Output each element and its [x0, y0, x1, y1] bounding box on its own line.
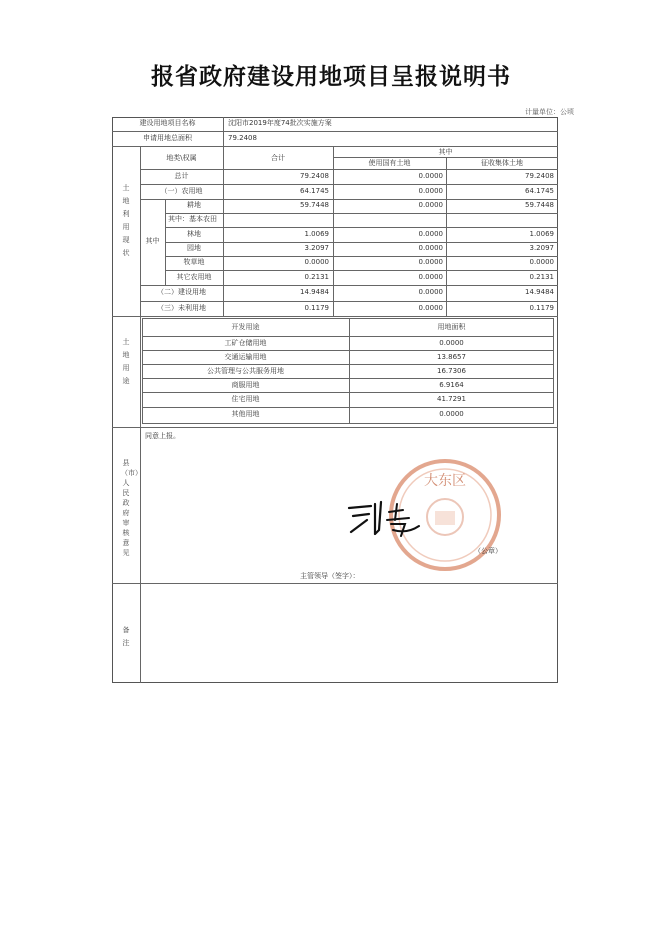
row-collective: 3.2097	[529, 244, 554, 252]
leader-signature-label: 主管领导（签字）：	[300, 572, 360, 580]
row-collective: 0.1179	[529, 304, 554, 312]
row-total: 0.1179	[304, 304, 329, 312]
row-divider	[140, 184, 558, 185]
row-divider	[165, 270, 558, 271]
row-divider	[165, 242, 558, 243]
land-use-header-area: 用地面积	[437, 323, 466, 331]
header-state: 使用国有土地	[368, 159, 411, 167]
header-among: 其中	[438, 148, 453, 156]
row-total: 0.2131	[304, 273, 329, 281]
land-use-name: 商服用地	[231, 381, 260, 389]
row-total: 0.0000	[304, 258, 329, 266]
row-collective: 1.0069	[529, 230, 554, 238]
land-use-area: 0.0000	[439, 410, 464, 418]
col-divider	[140, 316, 141, 427]
row-divider	[165, 213, 558, 214]
seal-label: （公章）	[474, 547, 502, 555]
row-divider	[165, 256, 558, 257]
row-name: （二）建设用地	[157, 288, 206, 296]
row-name: 其它农用地	[176, 273, 212, 281]
row-name: （一）农用地	[160, 187, 203, 195]
row-collective: 64.1745	[525, 187, 554, 195]
row-total: 3.2097	[304, 244, 329, 252]
land-status-side-text: 土地利用现状	[122, 184, 130, 257]
land-use-area: 0.0000	[439, 339, 464, 347]
col-divider	[223, 117, 224, 146]
document-title: 报省政府建设用地项目呈报说明书	[151, 64, 511, 90]
land-use-area: 13.8657	[437, 353, 466, 361]
row-name: （三）未利用地	[157, 304, 206, 312]
land-use-area: 41.7291	[437, 395, 466, 403]
row-collective: 14.9484	[525, 288, 554, 296]
row-collective: 0.2131	[529, 273, 554, 281]
row-divider	[142, 336, 554, 337]
signature-mark	[345, 498, 425, 540]
row-name: 园地	[187, 244, 201, 252]
row-state: 0.0000	[418, 244, 443, 252]
project-name-value: 沈阳市2019年度74批次实施方案	[228, 119, 332, 127]
review-side-text: 县（市）人民政府审核意见	[121, 459, 142, 557]
row-collective: 0.0000	[529, 258, 554, 266]
row-divider	[142, 378, 554, 379]
land-use-name: 交通运输用地	[224, 353, 267, 361]
land-use-side-label	[121, 336, 131, 388]
header-type: 地类\权属	[166, 154, 197, 162]
among-label: 其中	[145, 237, 160, 245]
row-name: 牧草地	[183, 258, 205, 266]
land-use-name: 公共管理与公共服务用地	[207, 367, 284, 375]
col-divider	[140, 427, 141, 683]
row-state: 0.0000	[418, 288, 443, 296]
row-total: 79.2408	[300, 172, 329, 180]
land-use-header-use: 开发用途	[231, 323, 260, 331]
section-divider	[112, 583, 558, 584]
row-total: 59.7448	[300, 201, 329, 209]
row-divider	[140, 169, 558, 170]
review-side-label	[121, 458, 142, 558]
section-divider	[112, 316, 558, 317]
row-collective: 59.7448	[525, 201, 554, 209]
row-state: 0.0000	[418, 304, 443, 312]
row-state: 0.0000	[418, 273, 443, 281]
row-total: 14.9484	[300, 288, 329, 296]
land-use-area: 6.9164	[439, 381, 464, 389]
row-total: 64.1745	[300, 187, 329, 195]
header-collective: 征收集体土地	[481, 159, 523, 167]
unit-label: 计量单位：公顷	[525, 108, 574, 116]
land-use-name: 住宅用地	[231, 395, 260, 403]
section-divider	[112, 427, 558, 428]
remarks-side-label	[121, 624, 131, 650]
row-collective: 79.2408	[525, 172, 554, 180]
col-divider	[165, 199, 166, 285]
row-divider	[142, 407, 554, 408]
land-use-name: 其他用地	[231, 410, 260, 418]
row-divider	[142, 364, 554, 365]
total-area-label: 申请用地总面积	[143, 134, 192, 142]
row-divider	[142, 392, 554, 393]
seal-text: 大东区	[424, 473, 466, 489]
row-divider	[142, 350, 554, 351]
row-state: 0.0000	[418, 187, 443, 195]
land-use-side-text: 土地用途	[122, 338, 130, 385]
review-opinion: 同意上报。	[145, 432, 180, 440]
row-divider	[112, 131, 558, 132]
row-state: 0.0000	[418, 258, 443, 266]
row-divider	[140, 199, 558, 200]
row-name: 林地	[187, 230, 201, 238]
remarks-side-text: 备注	[122, 626, 130, 647]
row-divider	[165, 227, 558, 228]
row-name: 耕地	[187, 201, 201, 209]
row-divider	[140, 301, 558, 302]
row-divider	[140, 285, 558, 286]
row-state: 0.0000	[418, 172, 443, 180]
project-name-label: 建设用地项目名称	[139, 119, 196, 127]
total-area-value: 79.2408	[228, 134, 257, 142]
basic-farmland-label: 其中：基本农田	[168, 215, 217, 223]
row-total: 1.0069	[304, 230, 329, 238]
land-use-area: 16.7306	[437, 367, 466, 375]
land-status-side-label	[121, 182, 131, 260]
row-divider	[112, 146, 558, 147]
header-total: 合计	[271, 154, 285, 162]
row-name: 总计	[174, 172, 189, 180]
row-state: 0.0000	[418, 201, 443, 209]
row-state: 0.0000	[418, 230, 443, 238]
land-use-name: 工矿仓储用地	[224, 339, 267, 347]
